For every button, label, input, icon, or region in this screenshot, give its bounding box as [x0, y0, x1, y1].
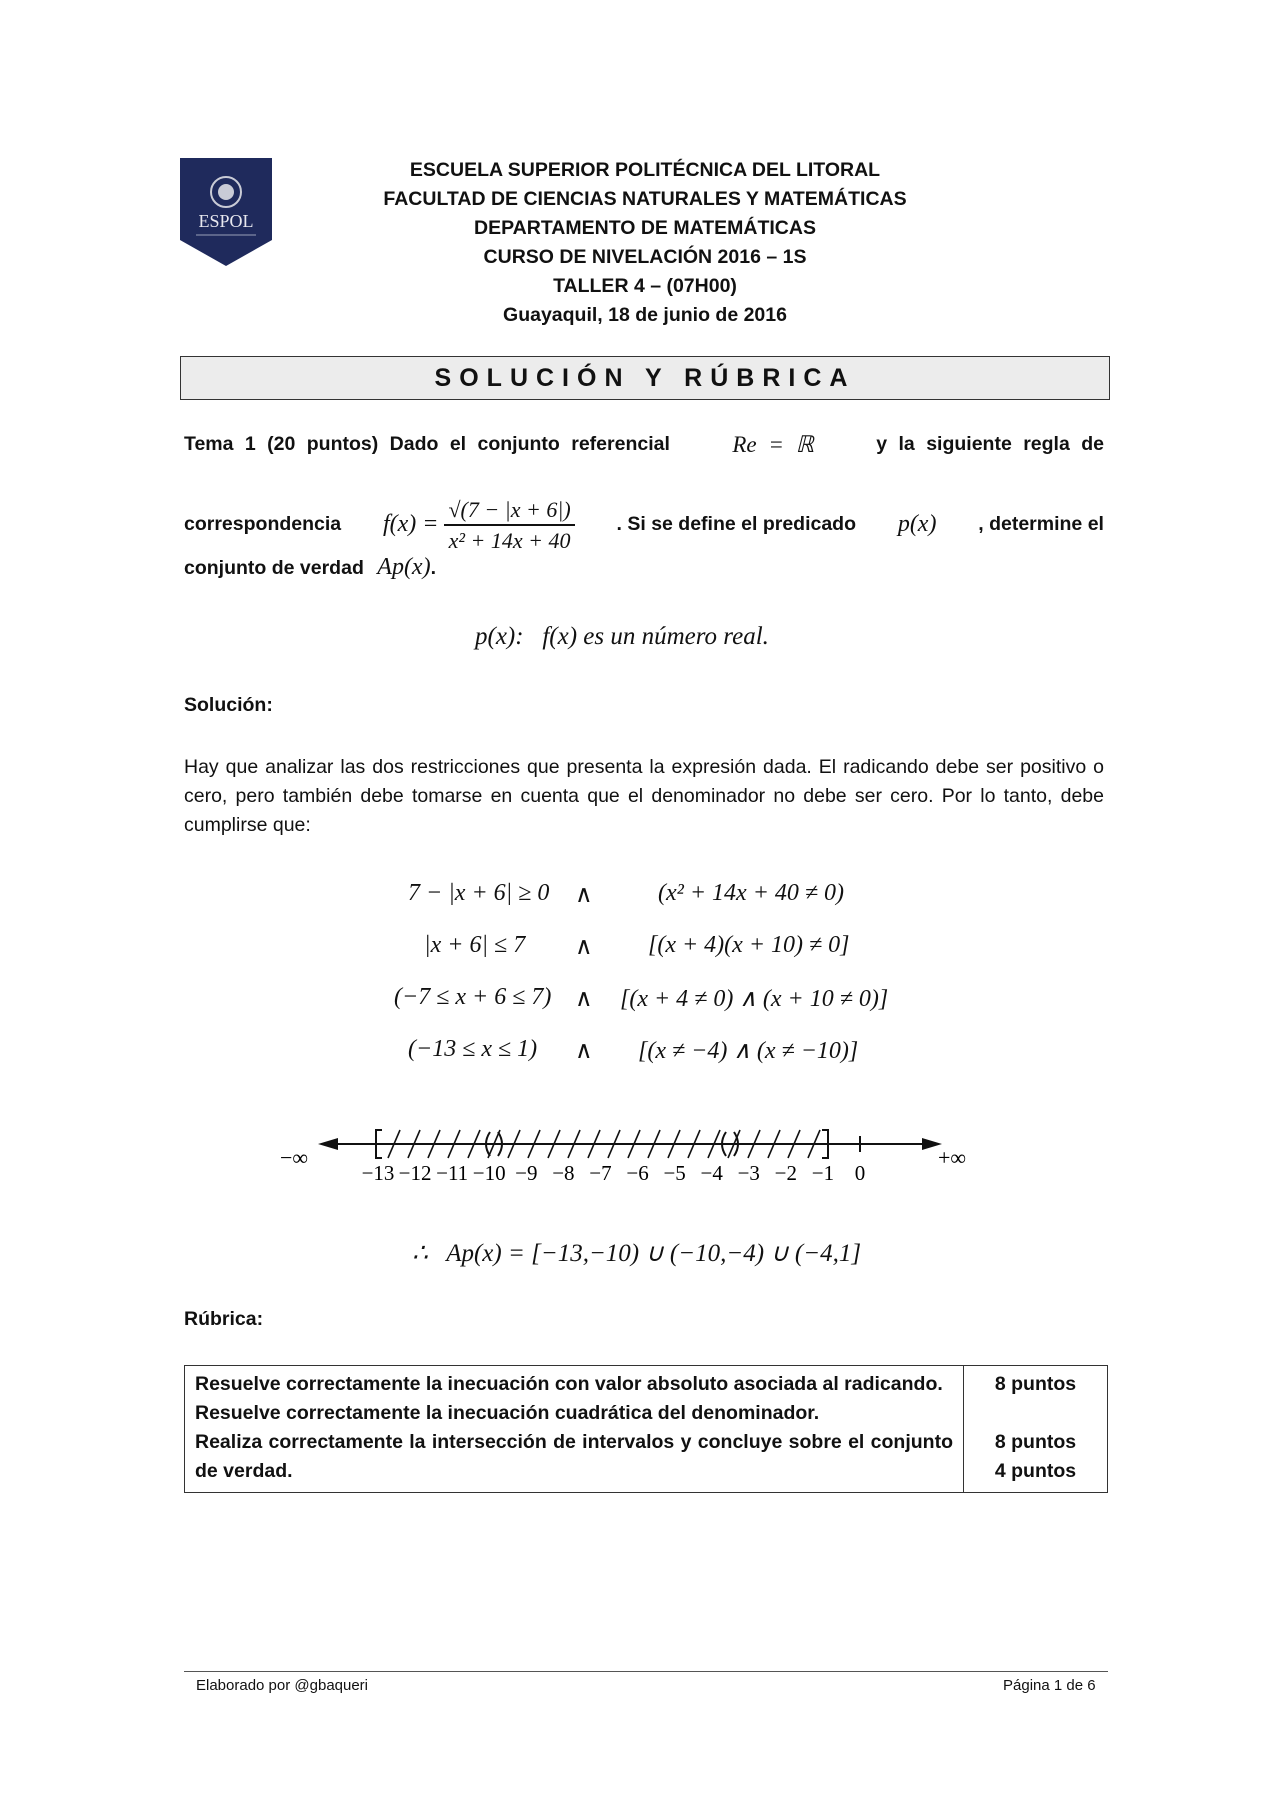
fraction: [444, 495, 574, 555]
header-line-1: ESCUELA SUPERIOR POLITÉCNICA DEL LITORAL: [409, 159, 881, 181]
step-4-op: ∧: [575, 1038, 593, 1064]
pos-infinity-label: +∞: [938, 1145, 967, 1170]
tema-truth-set: [184, 553, 1104, 583]
fraction-denominator: x² + 14x + 40: [448, 527, 571, 553]
tema-intro-text: Tema 1 (20 puntos) Dado el conjunto referencial: [184, 433, 670, 455]
fraction-numerator: √(7 − |x + 6|): [448, 497, 571, 522]
header-line-3: DEPARTAMENTO DE MATEMÁTICAS: [474, 217, 816, 239]
step-1-right: (x² + 14x + 40 ≠ 0): [658, 880, 845, 906]
step-4-right: [(x ≠ −4) ∧ (x ≠ −10)]: [638, 1038, 859, 1064]
solution-label: Solución:: [184, 694, 273, 716]
tick-label: −11: [436, 1161, 469, 1185]
tick-label: −4: [700, 1161, 723, 1185]
predicate-definition: p(x): f(x) es un número real.: [475, 623, 769, 650]
truth-set-symbol: Ap(x): [377, 554, 431, 580]
step-3-op: ∧: [575, 986, 593, 1012]
rubric-table: [184, 1365, 1108, 1493]
determine-text: , determine el: [978, 513, 1104, 536]
tick-label: −7: [589, 1161, 612, 1185]
tema-correspondence: [184, 495, 1104, 555]
rubric-descriptions: [185, 1366, 964, 1493]
tick-label: 0: [854, 1161, 866, 1185]
tick-label: −3: [737, 1161, 760, 1185]
solution-banner: SOLUCIÓN Y RÚBRICA: [180, 356, 1110, 400]
rubric-desc-2: Resuelve correctamente la inecuación cuadrática del denominador.: [195, 1402, 820, 1424]
table-row: [185, 1366, 1108, 1493]
rubric-points: [964, 1366, 1108, 1493]
rubric-pts-2: 8 puntos: [994, 1431, 1077, 1453]
tick-label: −5: [663, 1161, 686, 1185]
footer-page-number: Página 1 de 6: [1003, 1677, 1096, 1694]
rubric-pts-1: 8 puntos: [994, 1373, 1077, 1395]
tick-label: −6: [626, 1161, 649, 1185]
rubric-desc-3: Realiza correctamente la intersección de intervalos y concluye sobre el conjunto de verdad.: [195, 1431, 953, 1482]
left-arrow: [318, 1138, 338, 1150]
header-line-6: Guayaquil, 18 de junio de 2016: [503, 304, 787, 326]
espol-logo: [180, 158, 272, 266]
corr-label: correspondencia: [184, 513, 342, 536]
tema-intro: [184, 430, 1104, 459]
tick-label: −9: [515, 1161, 538, 1185]
step-1-op: ∧: [575, 882, 593, 908]
predicate-text: . Si se define el predicado: [616, 513, 857, 536]
header-line-4: CURSO DE NIVELACIÓN 2016 – 1S: [483, 246, 807, 268]
function-expression: [383, 495, 575, 555]
neg-infinity-label: −∞: [280, 1145, 309, 1170]
truth-period: .: [430, 557, 436, 579]
step-1-left: 7 − |x + 6| ≥ 0: [408, 880, 550, 906]
rubric-desc-1: Resuelve correctamente la inecuación con valor absoluto asociada al radicando.: [195, 1373, 943, 1395]
number-line: [270, 1110, 990, 1200]
tick-label: −1: [811, 1161, 835, 1185]
rubric-pts-3: 4 puntos: [994, 1460, 1077, 1482]
step-2-op: ∧: [575, 934, 593, 960]
step-4-left: (−13 ≤ x ≤ 1): [408, 1036, 538, 1062]
solution-text: Hay que analizar las dos restricciones que presenta la expresión dada. El radicando debe ser positivo o cero, pero también debe tomarse en cuenta que el denominador no debe ser cero. Por lo tanto, debe cumplirse que:: [184, 756, 1104, 836]
function-name: f(x) =: [382, 511, 439, 538]
tick-labels: [362, 1161, 866, 1185]
institution-header: [320, 156, 970, 330]
header-line-5: TALLER 4 – (07H00): [553, 275, 737, 297]
conclusion: ∴ Ap(x) = [−13,−10) ∪ (−10,−4) ∪ (−4,1]: [412, 1240, 862, 1267]
referential-set: Re = ℝ: [732, 432, 814, 457]
rule-text: y la siguiente regla de: [876, 433, 1104, 455]
step-3-right: [(x + 4 ≠ 0) ∧ (x + 10 ≠ 0)]: [620, 986, 889, 1012]
step-2-right: [(x + 4)(x + 10) ≠ 0]: [648, 932, 850, 958]
tick-label: −12: [398, 1161, 432, 1185]
rubric-pts-spacer: [974, 1399, 1097, 1428]
header-line-2: FACULTAD DE CIENCIAS NATURALES Y MATEMÁTICAS: [383, 188, 907, 210]
step-3-left: (−7 ≤ x + 6 ≤ 7): [394, 984, 552, 1010]
logo-text: ESPOL: [198, 211, 254, 231]
predicate-symbol: p(x): [897, 511, 937, 538]
tick-label: −2: [774, 1161, 798, 1185]
footer-author: Elaborado por @gbaqueri: [196, 1677, 369, 1694]
tick-label: −8: [552, 1161, 575, 1185]
tick-label: −13: [361, 1161, 395, 1185]
footer-divider: [184, 1671, 1108, 1672]
tick-label: −10: [472, 1161, 506, 1185]
step-2-left: |x + 6| ≤ 7: [424, 932, 526, 958]
rubric-label: Rúbrica:: [184, 1308, 264, 1330]
truth-label: conjunto de verdad: [184, 557, 364, 579]
